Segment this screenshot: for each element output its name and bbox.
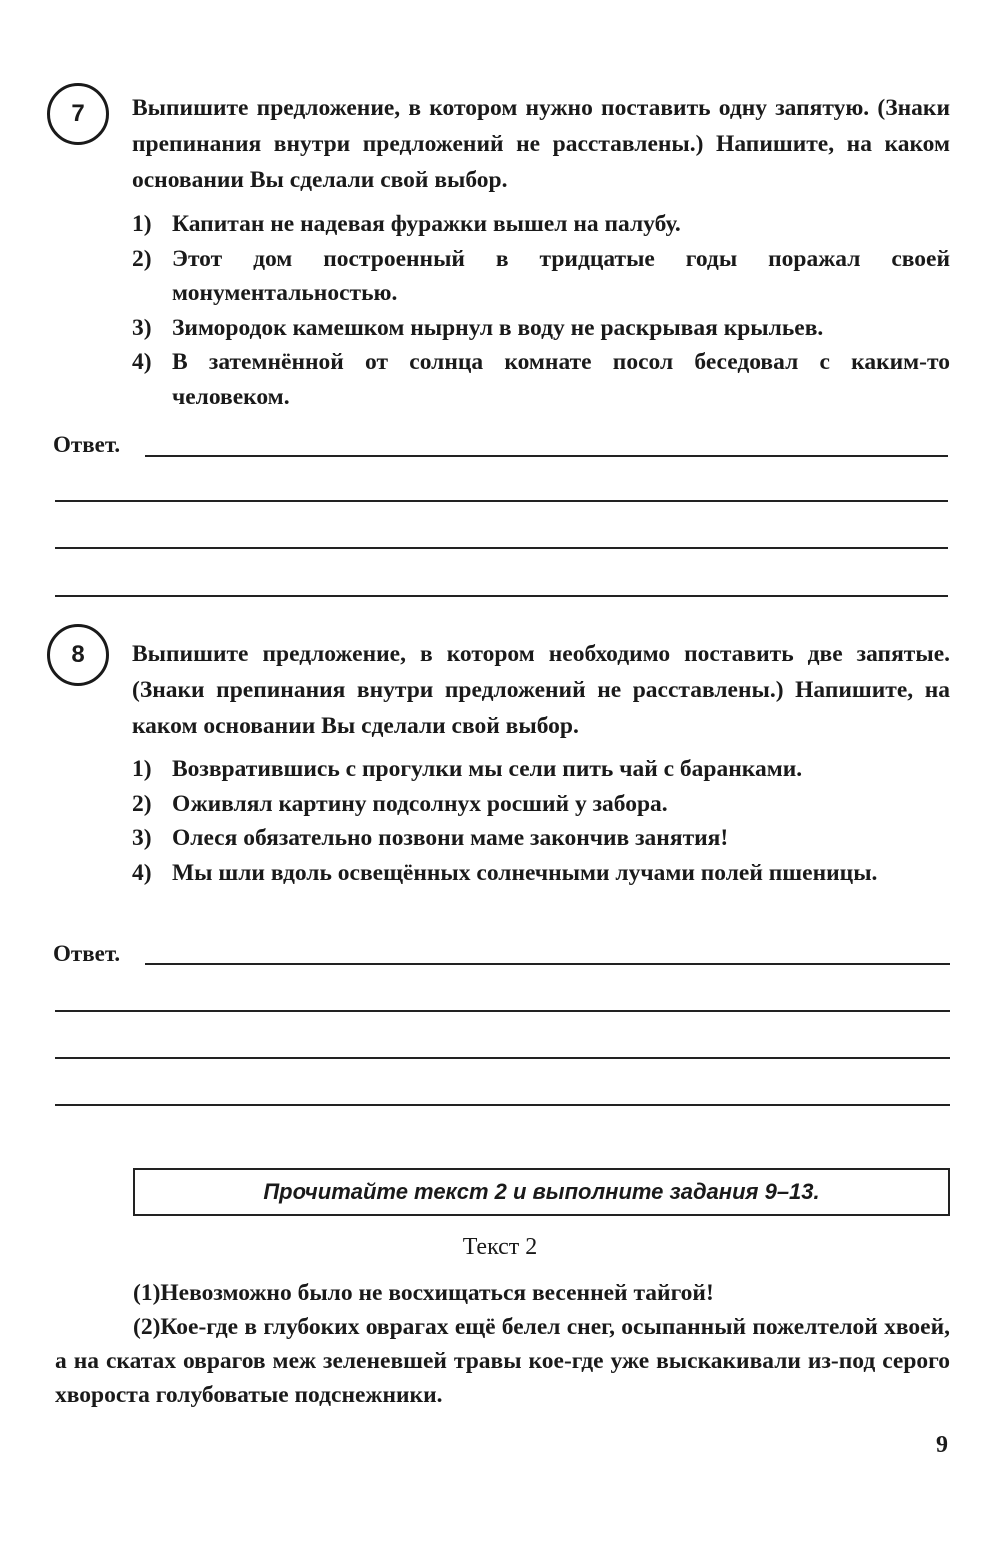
list-item: [132, 207, 950, 242]
option-text: Возвратившись с прогулки мы сели пить чай с баранками.: [172, 756, 803, 782]
answer-line[interactable]: [55, 500, 948, 502]
options-list: [132, 752, 950, 890]
task-prompt: Выпишите предложение, в котором нужно поставить одну запятую. (Знаки препинания внутри предложений не расставлены.) Напишите, на каком основании Вы сделали свой выбор.: [132, 95, 950, 193]
answer-line[interactable]: [145, 455, 948, 457]
instruction-box: Прочитайте текст 2 и выполните задания 9–13.: [133, 1168, 950, 1216]
option-number: 3): [132, 314, 152, 341]
list-item: [132, 821, 950, 856]
option-number: 1): [132, 756, 152, 782]
option-number: 4): [132, 349, 152, 375]
option-number: 4): [132, 859, 152, 886]
list-item: [132, 311, 950, 346]
list-item: [132, 752, 950, 787]
text-paragraph: (2)Кое-где в глубоких оврагах ещё белел снег, осыпанный пожелтелой хвоей, а на скатах оврагов меж зеленевшей травы кое-где уже выскакивали из-под серого хвороста голубоватые подснежники.: [55, 1314, 950, 1408]
answer-line[interactable]: [55, 1057, 950, 1059]
answer-line[interactable]: [55, 1010, 950, 1012]
option-text: Олеся обязательно позвони маме закончив занятия!: [172, 825, 729, 851]
answer-line[interactable]: [55, 595, 948, 597]
answer-label: Ответ.: [53, 941, 121, 966]
text-paragraph: (1)Невозможно было не восхищаться весенней тайгой!: [133, 1280, 714, 1306]
list-item: [132, 856, 950, 891]
text-title: Текст 2: [462, 1234, 538, 1260]
option-text: Оживлял картину подсолнух росший у забора.: [172, 790, 668, 817]
options-list: [132, 207, 950, 414]
option-number: 2): [132, 245, 152, 272]
option-text: Капитан не надевая фуражки вышел на палубу.: [172, 211, 681, 237]
option-text: В затемнённой от солнца комнате посол беседовал с каким-то человеком.: [172, 349, 950, 410]
option-text: Зимородок камешком нырнул в воду не раскрывая крыльев.: [172, 314, 824, 341]
list-item: [132, 242, 950, 311]
task-number-badge: 8: [47, 624, 109, 686]
page-number: 9: [936, 1432, 948, 1458]
list-item: [132, 787, 950, 822]
answer-line[interactable]: [145, 963, 950, 965]
option-number: 2): [132, 790, 152, 817]
answer-label: Ответ.: [53, 432, 121, 457]
list-item: [132, 345, 950, 414]
option-text: Этот дом построенный в тридцатые годы поражал своей монументальностью.: [172, 245, 950, 306]
option-number: 3): [132, 825, 152, 851]
option-number: 1): [132, 211, 152, 237]
task-prompt: Выпишите предложение, в котором необходимо поставить две запятые. (Знаки препинания внутри предложений не расставлены.) Напишите, на каком основании Вы сделали свой выбор.: [132, 641, 950, 739]
option-text: Мы шли вдоль освещённых солнечными лучами полей пшеницы.: [172, 859, 878, 886]
answer-line[interactable]: [55, 1104, 950, 1106]
task-number-badge: 7: [47, 83, 109, 145]
answer-line[interactable]: [55, 547, 948, 549]
